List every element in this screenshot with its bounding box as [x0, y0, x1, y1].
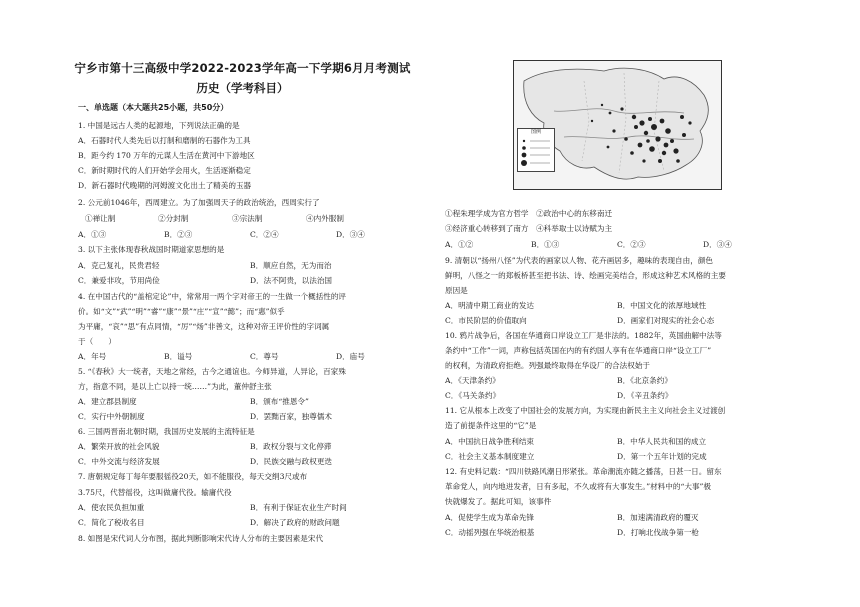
q6-option-b: B．政权分裂与文化停滞 [250, 442, 332, 451]
q1-option-b: B．距今约 170 万年的元谋人生活在黄河中下游地区 [78, 151, 255, 160]
q7-line-1: 7. 唐朝规定每丁每年要服徭役20天，如不能服役，每天交绢3尺或布 [78, 472, 308, 481]
q4-option-b: B．谥号 [164, 352, 193, 361]
q5-line-2: 方，指意不同，是以上亡以持一统……”为此，董仲舒主张 [78, 382, 272, 391]
q11-option-b: B．中华人民共和国的成立 [617, 437, 707, 446]
q3-stem: 3. 以下主张体现春秋战国时期道家思想的是 [78, 245, 225, 254]
q2-item-2: ②分封制 [158, 214, 189, 223]
q12-option-a: A．促使学生成为革命先锋 [445, 513, 535, 522]
q4-line-1: 4. 在中国古代的“盖棺定论”中，常常用一两个字对帝王的一生做一个概括性的评 [78, 292, 347, 301]
q8-option-d: D．③④ [703, 240, 732, 249]
q11-option-a: A．中国抗日战争胜利结束 [445, 437, 535, 446]
q3-option-a: A．克己复礼，民贵君轻 [78, 261, 160, 270]
q4-line-3: 为平庸，“哀”“思”有点同情，“厉”“炀”非善文，这种对帝王评价性的字词属 [78, 322, 330, 331]
q8-options [445, 240, 790, 250]
q3-option-b: B．顺应自然，无为而治 [250, 261, 332, 270]
q5-option-c: C．实行中外朝制度 [78, 412, 145, 421]
q7-option-a: A．使农民负担加重 [78, 503, 145, 512]
q10-options-1 [445, 376, 790, 386]
q11-option-d: D．第一个五年计划的完成 [617, 452, 707, 461]
q8-items-1: ①程朱理学成为官方哲学 ②政治中心的东移南迁 [445, 209, 613, 218]
q9-options-2 [445, 316, 790, 326]
q2-option-c: C．②④ [250, 230, 279, 239]
q9-line-1: 9. 清朝以“扬州八怪”为代表的画家以人物、花卉画居多，趣味的表现自由，颜色 [445, 256, 714, 265]
q2-option-a: A．①③ [78, 230, 107, 239]
q8-stem: 8. 如图是宋代词人分布图，据此判断影响宋代诗人分布的主要因素是宋代 [78, 534, 324, 543]
q5-options-2 [78, 412, 418, 422]
page-subtitle: 历史（学考科目） [196, 81, 289, 95]
q8-option-c: C．②③ [617, 240, 646, 249]
q1-stem: 1. 中国是远古人类的起源地，下列说法正确的是 [78, 121, 240, 130]
map-legend-title: 图例 [530, 129, 541, 135]
q12-line-3: 快就爆发了。据此可知，该事件 [445, 497, 552, 506]
q10-option-b: B．《北京条约》 [617, 376, 672, 385]
q11-line-1: 11. 它从根本上改变了中国社会的发展方向，为实现由新民主主义向社会主义过渡创 [445, 406, 726, 415]
q8-option-b: B．①③ [531, 240, 560, 249]
q7-option-d: D．解决了政府的财政问题 [250, 518, 340, 527]
q9-option-a: A．明清中期工商业的发达 [445, 301, 535, 310]
q12-options-2 [445, 528, 790, 538]
q4-option-c: C．尊号 [250, 352, 279, 361]
q12-option-c: C．动摇列强在华统治根基 [445, 528, 535, 537]
q10-option-a: A．《天津条约》 [445, 376, 500, 385]
q10-options-2 [445, 391, 790, 401]
q5-option-d: D．罢黜百家，独尊儒术 [250, 412, 333, 421]
q12-options-1 [445, 513, 790, 523]
q5-line-1: 5. “《春秋》大一统者，天地之常经，古今之通谊也。今师异道，人异论，百家殊 [78, 367, 346, 376]
q9-line-3: 原因是 [445, 286, 468, 295]
q5-options-1 [78, 397, 418, 407]
q9-line-2: 鲜明，八怪之一的郑板桥甚至把书法、诗、绘画完美结合，形成这种艺术风格的主要 [445, 271, 726, 280]
q7-option-c: C．简化了税收名目 [78, 518, 145, 527]
q10-line-3: 的权利，为清政府拒绝。列强最终取得在华设厂的合法权始于 [445, 361, 651, 370]
q9-option-b: B．中国文化的浓厚地域性 [617, 301, 707, 310]
q5-option-a: A．建立郡县制度 [78, 397, 137, 406]
q9-options-1 [445, 301, 790, 311]
q2-stem: 2. 公元前1046年，西周建立。为了加强周天子的政治统治，西周实行了 [78, 198, 320, 207]
legend-symbols [518, 136, 554, 170]
q12-line-1: 12. 有史料记载：“四川铁路风潮日形紧张。革命潮流亦随之播荡，日甚一日。留东 [445, 467, 722, 476]
q7-option-b: B．有利于保证农业生产时间 [250, 503, 347, 512]
q2-item-3: ③宗法制 [232, 214, 263, 223]
q1-option-d: D．新石器时代晚期的河姆渡文化出土了精美的玉器 [78, 181, 252, 190]
q6-options-2 [78, 457, 418, 467]
section-heading: 一、单选题（本大题共25小题，共50分） [78, 103, 229, 112]
q10-option-d: D．《辛丑条约》 [617, 391, 673, 400]
q10-line-1: 10. 鸦片战争后，各国在华通商口岸设立工厂是非法的。1882年，英国曲解中法等 [445, 331, 722, 340]
q1-option-c: C．新时期时代的人们开始学会用火，生活逐渐稳定 [78, 166, 251, 175]
q4-line-2: 价。如“文”“武”“明”“睿”“康”“景”“庄”“宣”“懿”；而“惠”似乎 [78, 307, 285, 316]
q4-option-a: A．年号 [78, 352, 107, 361]
q2-option-b: B．②③ [164, 230, 193, 239]
q8-items-2: ③经济重心转移到了南方 ④科举取士以诗赋为主 [445, 224, 613, 233]
q6-stem: 6. 三国两晋南北朝时期，我国历史发展的主流特征是 [78, 427, 255, 436]
q6-option-d: D．民族交融与政权更迭 [250, 457, 333, 466]
q2-item-1: ①禅让制 [85, 214, 116, 223]
q5-option-b: B．颁布“推恩令” [250, 397, 309, 406]
q2-options [78, 230, 418, 240]
q8-option-a: A．①② [445, 240, 474, 249]
q11-line-2: 造了前提条件这里的“它”是 [445, 421, 537, 430]
q3-option-d: D．法不阿贵，以法治国 [250, 276, 333, 285]
q3-option-c: C．兼爱非攻，节用尚俭 [78, 276, 160, 285]
q11-option-c: C．社会主义基本制度建立 [445, 452, 535, 461]
q4-line-4: 于（ ） [78, 337, 116, 346]
q9-option-c: C．市民阶层的价值取向 [445, 316, 527, 325]
q12-option-b: B．加速满清政府的覆灭 [617, 513, 699, 522]
q10-line-2: 条约中“工作”一词，声称包括英国在内的有约国人享有在华通商口岸“设立工厂” [445, 346, 712, 355]
q6-option-a: A．繁荣开放的社会风貌 [78, 442, 160, 451]
q11-options-2 [445, 452, 790, 462]
q6-option-c: C．中外交流与经济发展 [78, 457, 160, 466]
q4-option-d: D．庙号 [336, 352, 365, 361]
q10-option-c: C．《马关条约》 [445, 391, 501, 400]
q7-options-2 [78, 518, 418, 528]
q2-item-4: ④内外服制 [306, 214, 344, 223]
q1-option-a: A．石器时代人类先后以打制和磨制的石器作为工具 [78, 136, 251, 145]
map-legend [517, 128, 555, 172]
q3-options-1 [78, 261, 418, 271]
q12-line-2: 革命党人，向内地进发者，日有多起，不久或将有大事发生。”材料中的“大事”极 [445, 482, 712, 491]
q4-options [78, 352, 418, 362]
q2-option-d: D．③④ [336, 230, 365, 239]
q6-options-1 [78, 442, 418, 452]
q9-option-d: D．画家们对现实的社会心态 [617, 316, 715, 325]
q7-line-2: 3.75尺，代替徭役，这叫做庸代役。输庸代役 [78, 488, 232, 497]
q2-items [78, 214, 418, 224]
q11-options-1 [445, 437, 790, 447]
q7-options-1 [78, 503, 418, 513]
q12-option-d: D．打响北伐战争第一枪 [617, 528, 700, 537]
page-title: 宁乡市第十三高级中学2022-2023学年高一下学期6月月考测试 [74, 61, 411, 75]
q3-options-2 [78, 276, 418, 286]
